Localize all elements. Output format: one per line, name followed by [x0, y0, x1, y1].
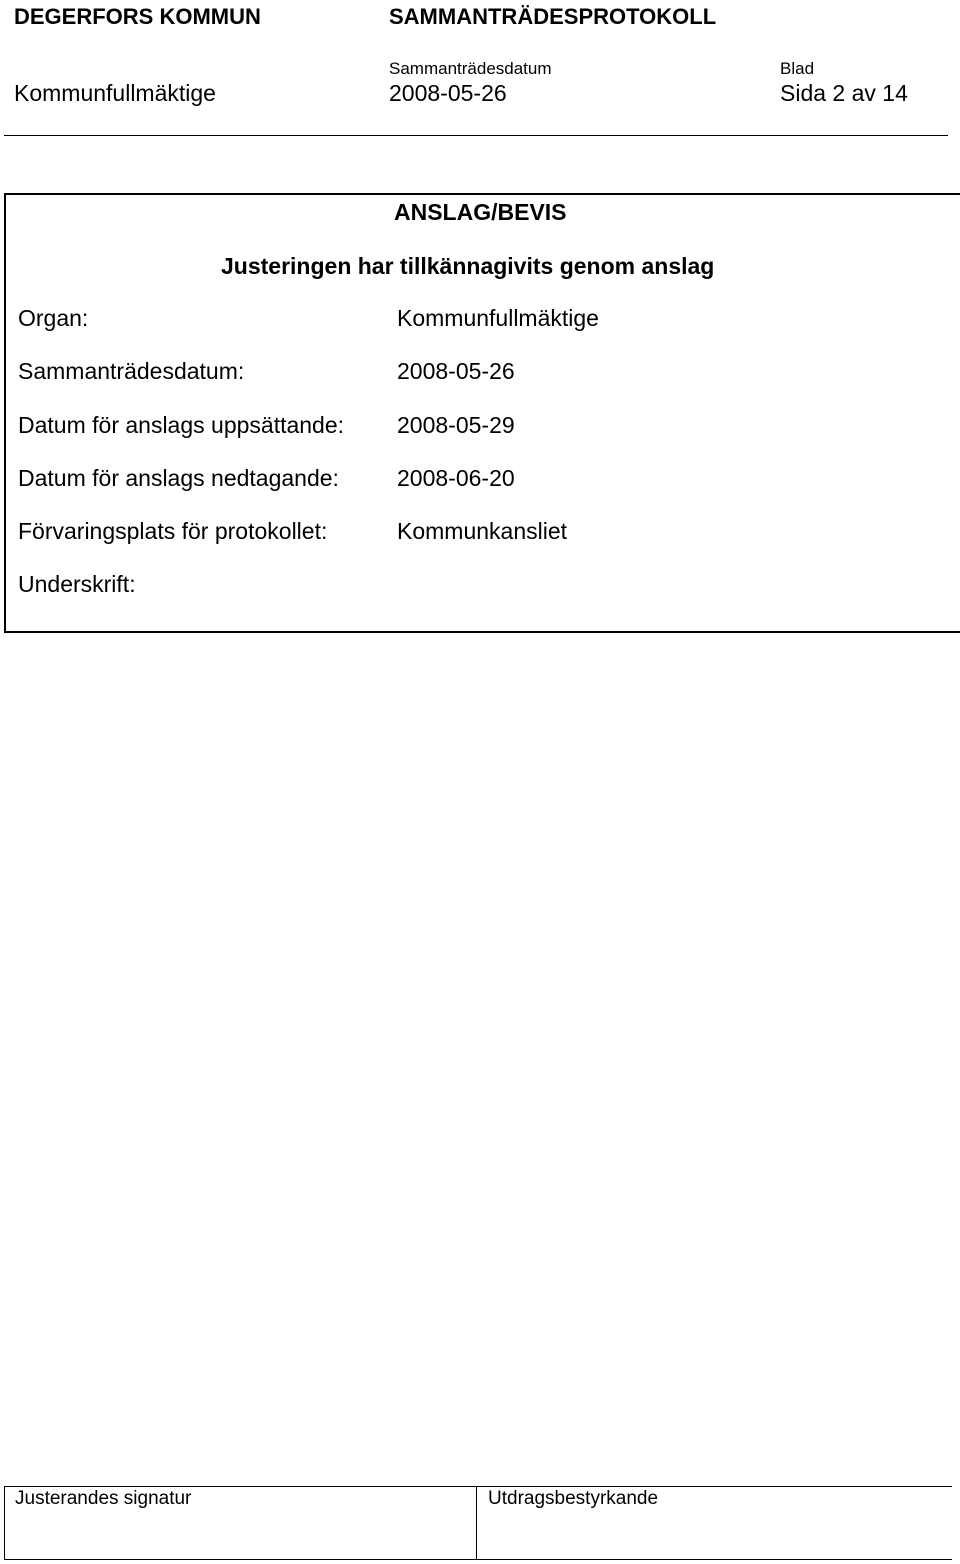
date-label: Sammanträdesdatum	[389, 59, 552, 78]
row-label-organ: Organ:	[18, 305, 89, 331]
row-value-posting-date: 2008-05-29	[397, 412, 515, 438]
row-label-meeting-date: Sammanträdesdatum:	[18, 358, 245, 384]
sheet-label: Blad	[780, 59, 815, 78]
municipality-name: DEGERFORS KOMMUN	[14, 4, 261, 29]
row-value-meeting-date: 2008-05-26	[397, 358, 515, 384]
anslag-subtitle: Justeringen har tillkännagivits genom anslag	[221, 253, 715, 279]
signature-label-extract-certification: Utdragsbestyrkande	[488, 1488, 659, 1509]
row-label-posting-date: Datum för anslags uppsättande:	[18, 412, 345, 438]
meeting-date: 2008-05-26	[389, 80, 507, 106]
row-label-signature: Underskrift:	[18, 571, 136, 597]
anslag-title: ANSLAG/BEVIS	[394, 199, 567, 225]
row-value-storage-location: Kommunkansliet	[397, 518, 568, 544]
signature-footer-divider	[476, 1486, 477, 1560]
row-label-removal-date: Datum för anslags nedtagande:	[18, 465, 339, 491]
row-value-organ: Kommunfullmäktige	[397, 305, 599, 331]
header-rule	[4, 135, 948, 136]
body-name: Kommunfullmäktige	[14, 80, 216, 106]
row-label-storage-location: Förvaringsplats för protokollet:	[18, 518, 328, 544]
signature-label-adjuster: Justerandes signatur	[15, 1488, 192, 1509]
page-number: Sida 2 av 14	[780, 80, 908, 106]
document-type: SAMMANTRÄDESPROTOKOLL	[389, 4, 717, 29]
row-value-removal-date: 2008-06-20	[397, 465, 515, 491]
